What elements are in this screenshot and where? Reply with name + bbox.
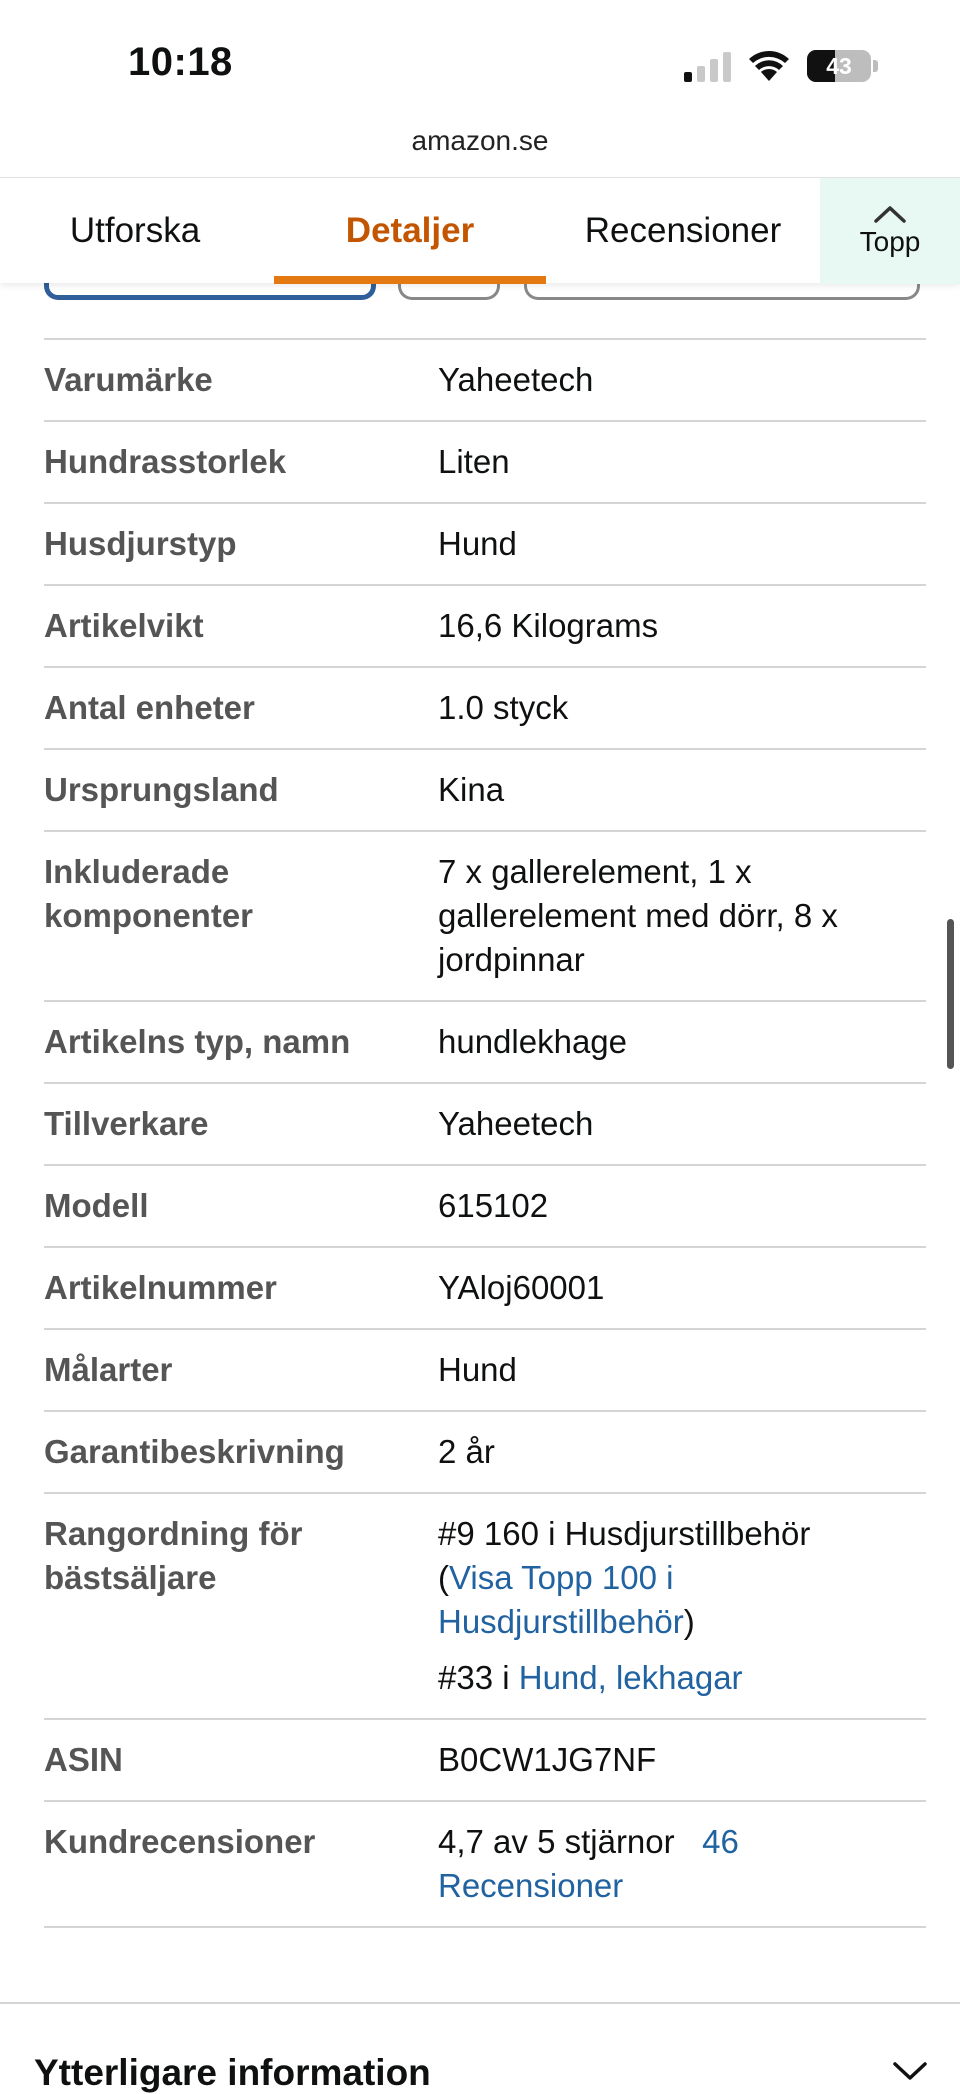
tab-detaljer-label: Detaljer	[345, 211, 475, 250]
detail-value	[438, 440, 926, 484]
detail-label: Hundrasstorlek	[44, 443, 287, 480]
detail-label: Inkluderade komponenter	[44, 853, 254, 934]
detail-value	[438, 1430, 926, 1474]
ranking-text: #9 160 i Husdjurstillbehör	[438, 1515, 811, 1552]
detail-value-text: Yaheetech	[438, 1105, 594, 1142]
back-to-top-button[interactable]	[820, 178, 960, 284]
detail-value	[438, 686, 926, 730]
detail-value-text: 7 x gallerelement, 1 x gallerelement med dörr, 8 x jordpinnar	[438, 853, 838, 978]
detail-row	[44, 340, 926, 422]
detail-value-text: Kina	[438, 771, 505, 808]
additional-info-heading[interactable]: Ytterligare information	[34, 2052, 431, 2093]
detail-label: ASIN	[44, 1741, 123, 1778]
detail-value-text: Yaheetech	[438, 361, 594, 398]
detail-value	[438, 1184, 926, 1228]
detail-value	[438, 604, 926, 648]
detail-value	[438, 1102, 926, 1146]
detail-value-text: Hund	[438, 525, 517, 562]
detail-value-text: 2 år	[438, 1433, 495, 1470]
battery-icon	[807, 50, 871, 82]
detail-label: Tillverkare	[44, 1105, 209, 1142]
category-link[interactable]: Hund, lekhagar	[518, 1659, 743, 1696]
detail-label: Husdjurstyp	[44, 525, 237, 562]
reviews-link[interactable]: 46 Recensioner	[438, 1823, 739, 1904]
ranking-text-2: #33 i	[438, 1659, 519, 1696]
detail-value	[438, 1512, 926, 1700]
status-icons	[684, 46, 878, 86]
detail-value: B0CW1JG7NF	[438, 1741, 657, 1778]
detail-label: Artikelns typ, namn	[44, 1023, 351, 1060]
detail-row	[44, 1166, 926, 1248]
detail-value-text: hundlekhage	[438, 1023, 628, 1060]
detail-value-text: 1.0 styck	[438, 689, 569, 726]
back-to-top-label: Topp	[859, 226, 921, 257]
detail-value	[438, 1348, 926, 1392]
url-bar[interactable]: amazon.se	[411, 125, 549, 156]
detail-row	[44, 1002, 926, 1084]
section-divider	[0, 2002, 960, 2004]
ranking-paren-open: (	[438, 1559, 449, 1596]
battery-level-text: 43	[826, 52, 852, 79]
ranking-line-1	[438, 1512, 926, 1644]
detail-value-text: Liten	[438, 443, 510, 480]
detail-row	[44, 422, 926, 504]
detail-value-text: Hund	[438, 1351, 517, 1388]
product-details-table	[44, 338, 926, 1928]
detail-value-text: YAloj60001	[438, 1269, 605, 1306]
detail-row	[44, 1412, 926, 1494]
chevron-down-icon[interactable]	[892, 2060, 928, 2082]
wifi-icon	[747, 50, 791, 82]
detail-row-asin	[44, 1720, 926, 1802]
scrollbar[interactable]	[947, 919, 954, 1069]
tab-recensioner[interactable]: Recensioner	[584, 211, 782, 250]
detail-row	[44, 1084, 926, 1166]
detail-row-ranking	[44, 1494, 926, 1720]
status-time: 10:18	[128, 40, 233, 84]
detail-label: Antal enheter	[44, 689, 255, 726]
detail-label: Ursprungsland	[44, 771, 279, 808]
active-tab-indicator	[274, 276, 546, 284]
detail-row	[44, 750, 926, 832]
detail-value	[438, 1020, 926, 1064]
status-bar	[0, 0, 960, 125]
detail-row	[44, 832, 926, 1002]
detail-row	[44, 504, 926, 586]
detail-value	[438, 1266, 926, 1310]
detail-row	[44, 668, 926, 750]
detail-value	[438, 768, 926, 812]
signal-icon	[684, 50, 731, 82]
tab-detaljer[interactable]	[274, 178, 546, 284]
detail-label: Rangordning för bästsäljare	[44, 1515, 303, 1596]
detail-value	[438, 522, 926, 566]
detail-value	[438, 850, 926, 982]
detail-label: Garantibeskrivning	[44, 1433, 345, 1470]
detail-label: Målarter	[44, 1351, 173, 1388]
detail-row	[44, 1330, 926, 1412]
battery-tip	[873, 60, 878, 72]
detail-row-reviews	[44, 1802, 926, 1928]
detail-row	[44, 1248, 926, 1330]
detail-label: Modell	[44, 1187, 149, 1224]
detail-value	[438, 1820, 926, 1908]
top-100-link[interactable]: Visa Topp 100 i Husdjurstillbehör	[438, 1559, 684, 1640]
detail-row	[44, 586, 926, 668]
tab-utforska[interactable]: Utforska	[69, 211, 201, 250]
detail-label: Kundrecensioner	[44, 1823, 316, 1860]
detail-label: Artikelnummer	[44, 1269, 277, 1306]
detail-value	[438, 358, 926, 402]
detail-label: Artikelvikt	[44, 607, 204, 644]
detail-label: Varumärke	[44, 361, 213, 398]
section-tab-bar	[0, 177, 960, 283]
rating-text: 4,7 av 5 stjärnor	[438, 1823, 675, 1860]
detail-value-text: 16,6 Kilograms	[438, 607, 659, 644]
chevron-up-icon	[873, 204, 907, 224]
ranking-line-2	[438, 1656, 926, 1700]
ranking-paren-close: )	[683, 1603, 695, 1640]
detail-value-text: 615102	[438, 1187, 549, 1224]
